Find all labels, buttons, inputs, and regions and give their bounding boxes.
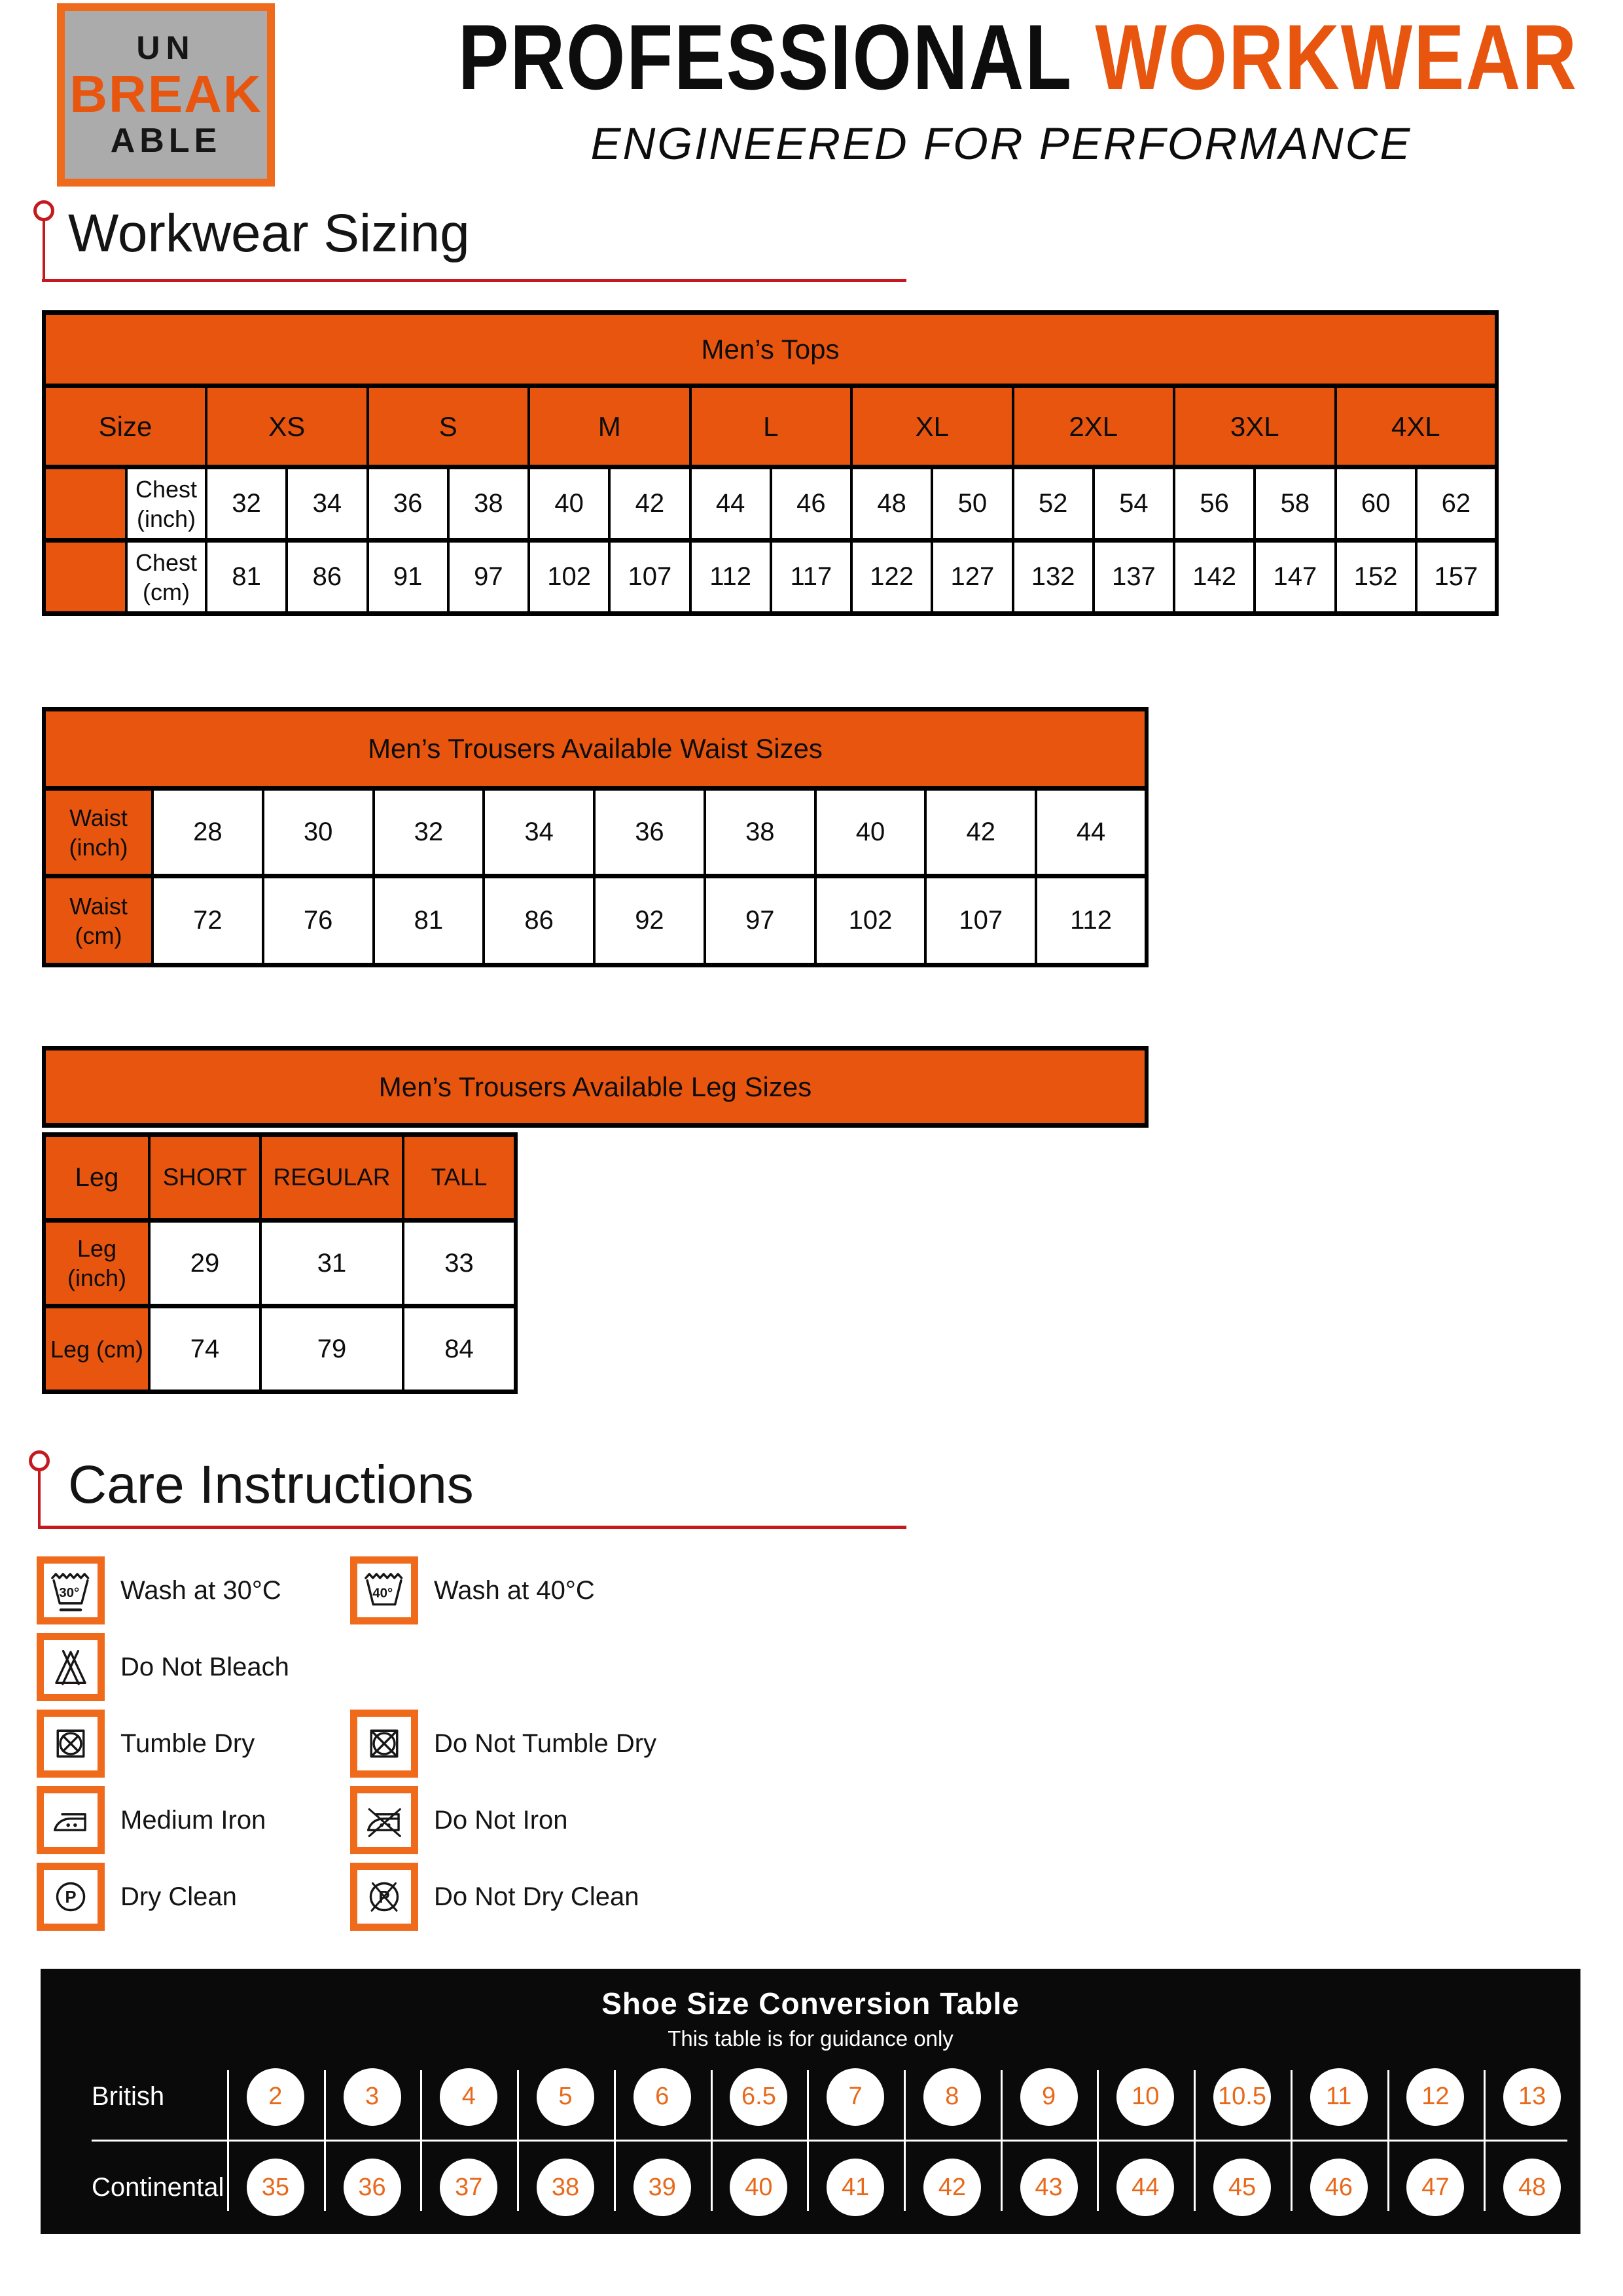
british-size: 6.5 [730, 2068, 787, 2126]
shoe-row-label-british: British [92, 2082, 165, 2111]
british-size-cell [1097, 2053, 1194, 2141]
chest-cm-value: 86 [287, 541, 367, 614]
continental-size-cell [1001, 2141, 1097, 2234]
continental-size: 39 [633, 2159, 691, 2216]
waist-inch-value: 42 [925, 789, 1036, 876]
leg-inch-row [44, 1221, 516, 1306]
leg-corner-label: Leg [44, 1135, 149, 1221]
care-label: Wash at 30°C [120, 1575, 281, 1605]
shoe-col-divider [1291, 2070, 1293, 2211]
waist-cm-row [44, 876, 1147, 965]
continental-size: 47 [1406, 2159, 1464, 2216]
leg-cm-row [44, 1306, 516, 1392]
care-section-title: Care Instructions [68, 1455, 474, 1515]
chest-inch-value: 60 [1336, 467, 1416, 541]
chest-inch-value: 50 [932, 467, 1012, 541]
do-not-bleach-icon [37, 1633, 105, 1701]
shoe-col-divider [324, 2070, 326, 2211]
care-label: Do Not Tumble Dry [434, 1729, 657, 1758]
dry-clean-letter: P [65, 1888, 77, 1907]
chest-inch-value: 34 [287, 467, 367, 541]
page-title [458, 5, 1578, 109]
waist-inch-value: 30 [263, 789, 374, 876]
chest-inch-value: 40 [529, 467, 609, 541]
continental-size: 41 [827, 2159, 884, 2216]
british-size: 4 [440, 2068, 497, 2126]
do-not-dry-clean-icon [350, 1863, 418, 1931]
continental-size-cell [324, 2141, 421, 2234]
shoe-col-divider [1001, 2070, 1003, 2211]
care-label: Medium Iron [120, 1805, 266, 1835]
british-size-cell [324, 2053, 421, 2141]
leg-cm-value: 84 [403, 1306, 516, 1392]
care-label: Do Not Bleach [120, 1652, 289, 1681]
size-col-4xl: 4XL [1336, 386, 1497, 467]
continental-size: 35 [247, 2159, 304, 2216]
wash-30-icon [37, 1556, 105, 1624]
leg-sizes-header [42, 1046, 1149, 1128]
continental-size-cell [1194, 2141, 1291, 2234]
british-size-cell [1484, 2053, 1580, 2141]
chest-inch-label: Chest (inch) [126, 467, 206, 541]
chest-cm-value: 107 [609, 541, 690, 614]
shoe-table-title: Shoe Size Conversion Table [601, 1986, 1020, 2020]
size-col-s: S [368, 386, 529, 467]
care-item-do-not-bleach [37, 1633, 289, 1701]
shoe-row-label-continental: Continental [92, 2172, 224, 2202]
chest-cm-value: 81 [206, 541, 287, 614]
dry-clean-icon [37, 1863, 105, 1931]
do-not-tumble-dry-icon [350, 1710, 418, 1778]
waist-cm-label: Waist (cm) [44, 876, 152, 965]
waist-cm-value: 102 [815, 876, 926, 965]
tops-size-row [44, 386, 1497, 467]
continental-size-cell [227, 2141, 324, 2234]
page-tagline: ENGINEERED FOR PERFORMANCE [590, 118, 1412, 169]
care-label: Do Not Iron [434, 1805, 568, 1835]
chest-cm-value: 142 [1174, 541, 1255, 614]
shoe-col-divider [420, 2070, 422, 2211]
do-not-dry-clean-letter: P [378, 1888, 390, 1907]
leg-col-short: SHORT [149, 1135, 260, 1221]
page-title-orange: WORKWEAR [1095, 5, 1578, 109]
shoe-col-divider [904, 2070, 906, 2211]
shoe-size-table [41, 1969, 1580, 2234]
leg-col-regular: REGULAR [260, 1135, 403, 1221]
waist-inch-value: 38 [705, 789, 815, 876]
british-size-cell [1291, 2053, 1387, 2141]
shoe-col-divider [1194, 2070, 1196, 2211]
chest-cm-row [44, 541, 1497, 614]
british-size-cell [420, 2053, 517, 2141]
waist-cm-value: 86 [484, 876, 594, 965]
british-size: 8 [923, 2068, 981, 2126]
british-size-cell [614, 2053, 711, 2141]
unbreakable-logo [57, 3, 275, 187]
chest-inch-value: 56 [1174, 467, 1255, 541]
continental-size-cell [420, 2141, 517, 2234]
chest-inch-value: 52 [1013, 467, 1094, 541]
continental-size: 37 [440, 2159, 497, 2216]
leg-inch-value: 33 [403, 1221, 516, 1306]
chest-inch-value: 38 [448, 467, 529, 541]
leg-fit-row [44, 1135, 516, 1221]
care-section-underline [38, 1526, 906, 1529]
continental-size: 36 [344, 2159, 401, 2216]
waist-sizes-table [42, 707, 1149, 967]
british-size: 9 [1020, 2068, 1078, 2126]
british-size-cell [904, 2053, 1001, 2141]
medium-iron-icon [37, 1786, 105, 1854]
shoe-col-divider [711, 2070, 713, 2211]
care-label: Dry Clean [120, 1882, 237, 1911]
british-size: 6 [633, 2068, 691, 2126]
continental-size-cell [807, 2141, 904, 2234]
waist-inch-value: 36 [594, 789, 705, 876]
chest-inch-value: 58 [1255, 467, 1335, 541]
leg-cm-value: 79 [260, 1306, 403, 1392]
wash-30-temp: 30° [59, 1585, 80, 1600]
chest-cm-value: 127 [932, 541, 1012, 614]
continental-size-cell [711, 2141, 808, 2234]
leg-title-row [44, 1049, 1147, 1126]
continental-size-cell [904, 2141, 1001, 2234]
continental-size: 38 [537, 2159, 594, 2216]
tops-table-title: Men’s Tops [44, 313, 1497, 386]
british-size: 11 [1310, 2068, 1368, 2126]
british-size: 13 [1503, 2068, 1561, 2126]
do-not-iron-icon [350, 1786, 418, 1854]
leg-cm-value: 74 [149, 1306, 260, 1392]
chest-inch-value: 54 [1094, 467, 1174, 541]
waist-inch-value: 40 [815, 789, 926, 876]
care-item-dry-clean [37, 1863, 237, 1931]
page-title-black: PROFESSIONAL [458, 5, 1073, 109]
size-col-xl: XL [851, 386, 1013, 467]
shoe-col-divider [1097, 2070, 1099, 2211]
british-size: 10 [1116, 2068, 1174, 2126]
size-col-xs: XS [206, 386, 368, 467]
sizing-section-title: Workwear Sizing [68, 204, 470, 263]
continental-size-cell [517, 2141, 614, 2234]
size-label-cell: Size [44, 386, 206, 467]
masthead [458, 5, 1578, 170]
waist-inch-row [44, 789, 1147, 876]
shoe-col-divider [807, 2070, 809, 2211]
leg-inch-value: 31 [260, 1221, 403, 1306]
chest-inch-value: 48 [851, 467, 932, 541]
chest-cm-value: 152 [1336, 541, 1416, 614]
continental-size-cell [1484, 2141, 1580, 2234]
waist-inch-value: 28 [152, 789, 263, 876]
care-item-medium-iron [37, 1786, 266, 1854]
shoe-table-rows [41, 2053, 1580, 2234]
chest-cm-label: Chest (cm) [126, 541, 206, 614]
care-item-wash-30 [37, 1556, 281, 1624]
waist-inch-label: Waist (inch) [44, 789, 152, 876]
care-item-tumble-dry [37, 1710, 255, 1778]
british-size: 10.5 [1213, 2068, 1271, 2126]
wash-40-icon [350, 1556, 418, 1624]
care-item-wash-40 [350, 1556, 595, 1624]
continental-size: 48 [1503, 2159, 1561, 2216]
chest-inch-row [44, 467, 1497, 541]
waist-inch-value: 32 [374, 789, 484, 876]
care-item-do-not-dry-clean [350, 1863, 639, 1931]
logo-line-un: UN [136, 29, 196, 67]
tops-title-row [44, 313, 1497, 386]
continental-size-cell [614, 2141, 711, 2234]
chest-cm-value: 157 [1416, 541, 1497, 614]
chest-inch-value: 62 [1416, 467, 1497, 541]
british-size: 12 [1406, 2068, 1464, 2126]
chest-cm-value: 122 [851, 541, 932, 614]
care-label: Tumble Dry [120, 1729, 255, 1758]
logo-line-break: BREAK [69, 65, 262, 124]
waist-table-title: Men’s Trousers Available Waist Sizes [44, 709, 1147, 789]
waist-inch-value: 34 [484, 789, 594, 876]
shoe-col-divider [614, 2070, 616, 2211]
continental-size: 43 [1020, 2159, 1078, 2216]
british-size-cell [1001, 2053, 1097, 2141]
british-size-cell [1387, 2053, 1484, 2141]
care-pin-stem [38, 1469, 41, 1527]
leg-cm-label: Leg (cm) [44, 1306, 149, 1392]
continental-size: 44 [1116, 2159, 1174, 2216]
chest-cm-value: 137 [1094, 541, 1174, 614]
chest-inch-value: 42 [609, 467, 690, 541]
sizing-section-underline [42, 279, 906, 282]
shoe-col-divider [517, 2070, 519, 2211]
continental-size-cell [1291, 2141, 1387, 2234]
shoe-table-subtitle: This table is for guidance only [668, 2026, 954, 2051]
size-col-3xl: 3XL [1174, 386, 1336, 467]
care-item-do-not-tumble-dry [350, 1710, 656, 1778]
chest-cm-value: 112 [690, 541, 771, 614]
chest-cm-value: 97 [448, 541, 529, 614]
waist-cm-value: 92 [594, 876, 705, 965]
chest-cm-value: 102 [529, 541, 609, 614]
mens-tops-table [42, 310, 1499, 616]
size-col-m: M [529, 386, 690, 467]
waist-cm-value: 81 [374, 876, 484, 965]
british-size: 3 [344, 2068, 401, 2126]
leg-table-title: Men’s Trousers Available Leg Sizes [44, 1049, 1147, 1126]
continental-size: 40 [730, 2159, 787, 2216]
waist-cm-value: 107 [925, 876, 1036, 965]
spacer-cell [44, 467, 126, 541]
waist-title-row [44, 709, 1147, 789]
shoe-col-divider [1484, 2070, 1486, 2211]
british-size: 7 [827, 2068, 884, 2126]
care-item-do-not-iron [350, 1786, 568, 1854]
leg-sizes-table [42, 1132, 518, 1394]
chest-inch-value: 44 [690, 467, 771, 541]
british-size-cell [807, 2053, 904, 2141]
waist-cm-value: 112 [1036, 876, 1147, 965]
size-col-2xl: 2XL [1013, 386, 1175, 467]
wash-40-temp: 40° [372, 1585, 393, 1601]
spacer-cell [44, 541, 126, 614]
size-col-l: L [690, 386, 852, 467]
chest-cm-value: 91 [368, 541, 448, 614]
chest-cm-value: 117 [771, 541, 851, 614]
chest-inch-value: 32 [206, 467, 287, 541]
waist-cm-value: 76 [263, 876, 374, 965]
continental-size-cell [1387, 2141, 1484, 2234]
chest-inch-value: 46 [771, 467, 851, 541]
logo-line-able: ABLE [110, 122, 222, 160]
chest-inch-value: 36 [368, 467, 448, 541]
waist-cm-value: 72 [152, 876, 263, 965]
continental-size: 45 [1213, 2159, 1271, 2216]
waist-cm-value: 97 [705, 876, 815, 965]
leg-col-tall: TALL [403, 1135, 516, 1221]
care-label: Wash at 40°C [434, 1575, 595, 1605]
british-size-cell [1194, 2053, 1291, 2141]
british-size-cell [517, 2053, 614, 2141]
british-size: 5 [537, 2068, 594, 2126]
shoe-row-divider [92, 2140, 1567, 2142]
shoe-col-divider [227, 2070, 229, 2211]
british-size-cell [711, 2053, 808, 2141]
leg-inch-label: Leg (inch) [44, 1221, 149, 1306]
shoe-col-divider [1387, 2070, 1389, 2211]
leg-inch-value: 29 [149, 1221, 260, 1306]
continental-size: 42 [923, 2159, 981, 2216]
tumble-dry-icon [37, 1710, 105, 1778]
continental-size-cell [1097, 2141, 1194, 2234]
chest-cm-value: 147 [1255, 541, 1335, 614]
chest-cm-value: 132 [1013, 541, 1094, 614]
waist-inch-value: 44 [1036, 789, 1147, 876]
care-label: Do Not Dry Clean [434, 1882, 639, 1911]
continental-size: 46 [1310, 2159, 1368, 2216]
british-size-cell [227, 2053, 324, 2141]
british-size: 2 [247, 2068, 304, 2126]
sizing-pin-stem [43, 219, 45, 280]
